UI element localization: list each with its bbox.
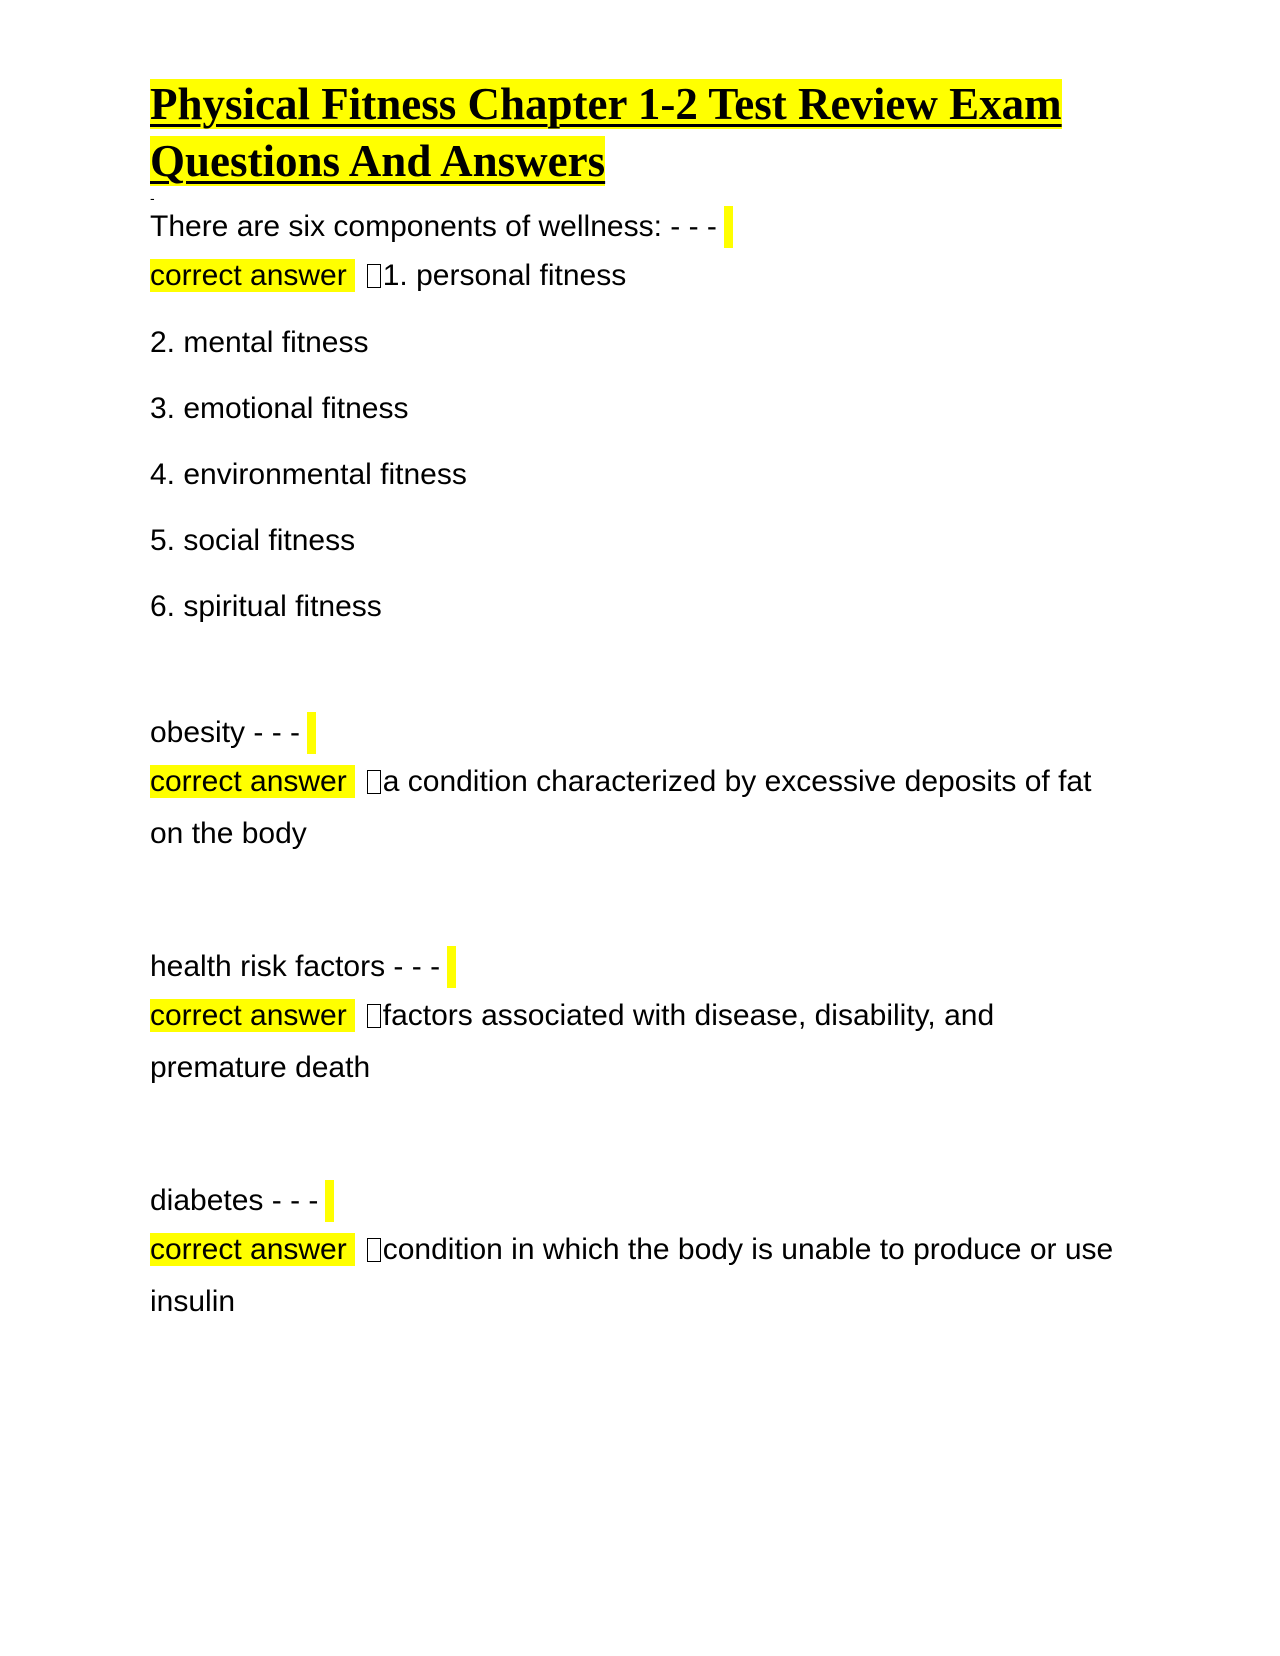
missing-glyph-box-icon — [367, 1004, 381, 1028]
list-item: 6. spiritual fitness — [150, 590, 382, 623]
document-page — [150, 76, 1130, 1328]
qa-block — [150, 1178, 1130, 1328]
highlight-marker — [447, 946, 456, 988]
missing-glyph-box-icon — [367, 264, 381, 288]
missing-glyph-box-icon — [367, 770, 381, 794]
highlight-marker — [724, 206, 733, 248]
question-prompt: obesity - - - — [150, 710, 1130, 756]
answer-label: correct answer — [150, 765, 355, 798]
question-prompt: There are six components of wellness: - - - — [150, 204, 1130, 250]
question-prompt: health risk factors - - - — [150, 944, 1130, 990]
stray-mark: - — [150, 190, 155, 206]
qa-block — [150, 204, 1130, 640]
answer-label: correct answer — [150, 999, 355, 1032]
list-item: 4. environmental fitness — [150, 458, 467, 491]
list-item: 5. social fitness — [150, 524, 356, 557]
highlight-marker — [325, 1180, 334, 1222]
answer-text: 1. personal fitness — [382, 259, 627, 292]
list-item: 2. mental fitness — [150, 326, 369, 359]
qa-block — [150, 944, 1130, 1094]
question-prompt: diabetes - - - — [150, 1178, 1130, 1224]
qa-block — [150, 710, 1130, 860]
answer-label: correct answer — [150, 259, 355, 292]
answer-line — [150, 990, 1130, 1094]
page-title: Physical Fitness Chapter 1-2 Test Review Exam Questions And Answers — [150, 79, 1062, 186]
answer-text: a condition characterized by excessive deposits of fat on the body — [150, 765, 1092, 850]
highlight-marker — [307, 712, 316, 754]
missing-glyph-box-icon — [367, 1238, 381, 1262]
answer-label: correct answer — [150, 1233, 355, 1266]
answer-line — [150, 1224, 1130, 1328]
answer-text: factors associated with disease, disability, and premature death — [150, 999, 995, 1084]
answer-line — [150, 250, 1130, 302]
list-item: 3. emotional fitness — [150, 392, 409, 425]
answer-line — [150, 756, 1130, 860]
answer-text: condition in which the body is unable to produce or use insulin — [150, 1233, 1114, 1318]
